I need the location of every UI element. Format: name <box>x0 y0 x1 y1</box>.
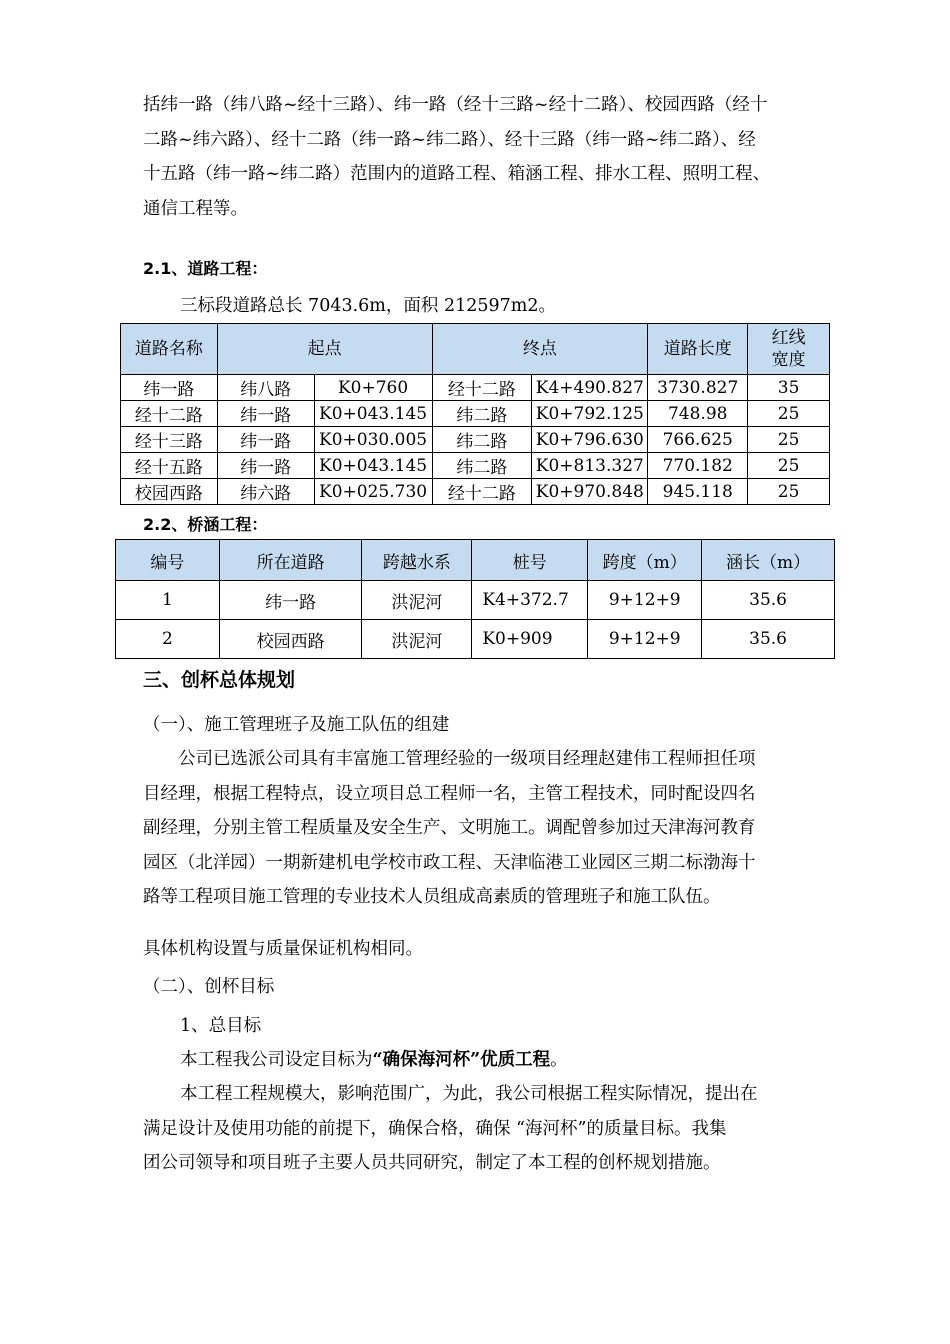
table-row <box>121 375 830 401</box>
header-red-line-width-label: 红线宽度 <box>771 328 806 370</box>
cell: 洪泥河 <box>362 620 472 659</box>
cell: K0+796.630 <box>532 427 648 453</box>
intro-line: 十五路（纬一路~纬二路）范围内的道路工程、箱涵工程、排水工程、照明工程、 <box>143 164 771 184</box>
cell: 经十五路 <box>121 453 218 479</box>
cell: K4+490.827 <box>532 375 648 401</box>
intro-line: 二路~纬六路）、经十二路（纬一路~纬二路）、经十三路（纬一路~纬二路）、经 <box>143 129 756 150</box>
paragraph-line: 满足设计及使用功能的前提下，确保合格，确保 “海河杯”的质量目标。我集 <box>143 1118 727 1139</box>
cell: K4+372.7 <box>472 581 588 620</box>
cell: 纬二路 <box>432 427 532 453</box>
cell: 校园西路 <box>219 620 362 659</box>
table-row <box>121 401 830 427</box>
cell: 25 <box>748 401 830 427</box>
header-road: 所在道路 <box>219 540 362 581</box>
header-number: 编号 <box>116 540 220 581</box>
cell: K0+970.848 <box>532 479 648 505</box>
paragraph-line: 路等工程项目施工管理的专业技术人员组成高素质的管理班子和施工队伍。 <box>143 887 721 907</box>
cell: 748.98 <box>648 401 748 427</box>
subsection-1-note: 具体机构设置与质量保证机构相同。 <box>143 939 423 959</box>
cell: 9+12+9 <box>588 620 702 659</box>
cell: 25 <box>748 479 830 505</box>
header-start-point: 起点 <box>217 324 432 375</box>
road-summary: 三标段道路总长 7043.6m，面积 212597m2。 <box>180 296 556 316</box>
subsection-1-paragraph <box>143 742 823 915</box>
paragraph-line: 目经理，根据工程特点，设立项目总工程师一名，主管工程技术，同时配设四名 <box>143 783 756 804</box>
cell: 2 <box>116 620 220 659</box>
goal-suffix: 。 <box>550 1050 568 1070</box>
section-2-2-title: 2.2、桥涵工程： <box>143 515 268 534</box>
bridge-table <box>115 539 835 659</box>
paragraph-line: 园区（北洋园）一期新建机电学校市政工程、天津临港工业园区三期二标渤海十 <box>143 852 756 873</box>
table-row <box>121 479 830 505</box>
cell: 纬一路 <box>219 581 362 620</box>
intro-line: 括纬一路（纬八路~经十三路）、纬一路（经十三路~经十二路）、校园西路（经十 <box>143 95 768 115</box>
section-3-title: 三、创杯总体规划 <box>143 669 296 691</box>
cell: 25 <box>748 427 830 453</box>
paragraph-line: 公司已选派公司具有丰富施工管理经验的一级项目经理赵建伟工程师担任项 <box>178 749 756 769</box>
cell: 纬一路 <box>217 427 314 453</box>
header-span: 跨度（m） <box>588 540 702 581</box>
cell: K0+030.005 <box>314 427 432 453</box>
cell: 766.625 <box>648 427 748 453</box>
paragraph-line: 本工程工程规模大，影响范围广，为此，我公司根据工程实际情况，提出在 <box>180 1084 758 1104</box>
table-row <box>116 620 835 659</box>
table-header-row <box>121 324 830 375</box>
section-2-1-title: 2.1、道路工程： <box>143 259 268 278</box>
header-stake: 桩号 <box>472 540 588 581</box>
cell: 35.6 <box>702 620 835 659</box>
table-row <box>116 581 835 620</box>
cell: 纬二路 <box>432 453 532 479</box>
cell: K0+025.730 <box>314 479 432 505</box>
cell: K0+043.145 <box>314 453 432 479</box>
paragraph-line: 团公司领导和项目班子主要人员共同研究，制定了本工程的创杯规划措施。 <box>143 1153 721 1173</box>
road-table <box>120 323 830 505</box>
header-culvert-length: 涵长（m） <box>702 540 835 581</box>
intro-line: 通信工程等。 <box>143 198 248 219</box>
cell: 770.182 <box>648 453 748 479</box>
subsection-2-title: （二）、创杯目标 <box>143 977 275 997</box>
cell: K0+043.145 <box>314 401 432 427</box>
header-red-line-width <box>748 324 830 375</box>
header-road-length: 道路长度 <box>648 324 748 375</box>
goal-emphasis: “确保海河杯”优质工程 <box>372 1050 551 1070</box>
goal-title: 1、总目标 <box>180 1016 262 1036</box>
cell: 35 <box>748 375 830 401</box>
goal-prefix: 本工程我公司设定目标为 <box>180 1050 373 1070</box>
cell: 945.118 <box>648 479 748 505</box>
cell: 纬二路 <box>432 401 532 427</box>
cell: 纬一路 <box>217 453 314 479</box>
cell: 经十二路 <box>432 375 532 401</box>
cell: K0+760 <box>314 375 432 401</box>
cell: 1 <box>116 581 220 620</box>
cell: K0+813.327 <box>532 453 648 479</box>
cell: 纬八路 <box>217 375 314 401</box>
cell: K0+909 <box>472 620 588 659</box>
cell: 9+12+9 <box>588 581 702 620</box>
goal-paragraph <box>143 1077 823 1181</box>
cell: 35.6 <box>702 581 835 620</box>
paragraph-line: 副经理，分别主管工程质量及安全生产、文明施工。调配曾参加过天津海河教育 <box>143 818 756 838</box>
cell: 经十三路 <box>121 427 218 453</box>
header-water-system: 跨越水系 <box>362 540 472 581</box>
header-end-point: 终点 <box>432 324 648 375</box>
cell: K0+792.125 <box>532 401 648 427</box>
cell: 经十二路 <box>121 401 218 427</box>
goal-statement <box>180 1046 568 1071</box>
table-header-row <box>116 540 835 581</box>
cell: 3730.827 <box>648 375 748 401</box>
table-row <box>121 427 830 453</box>
subsection-1-title: （一）、施工管理班子及施工队伍的组建 <box>143 715 450 735</box>
cell: 校园西路 <box>121 479 218 505</box>
cell: 纬一路 <box>217 401 314 427</box>
cell: 经十二路 <box>432 479 532 505</box>
intro-paragraph <box>143 88 823 226</box>
cell: 25 <box>748 453 830 479</box>
cell: 纬一路 <box>121 375 218 401</box>
table-row <box>121 453 830 479</box>
cell: 洪泥河 <box>362 581 472 620</box>
cell: 纬六路 <box>217 479 314 505</box>
header-road-name: 道路名称 <box>121 324 218 375</box>
